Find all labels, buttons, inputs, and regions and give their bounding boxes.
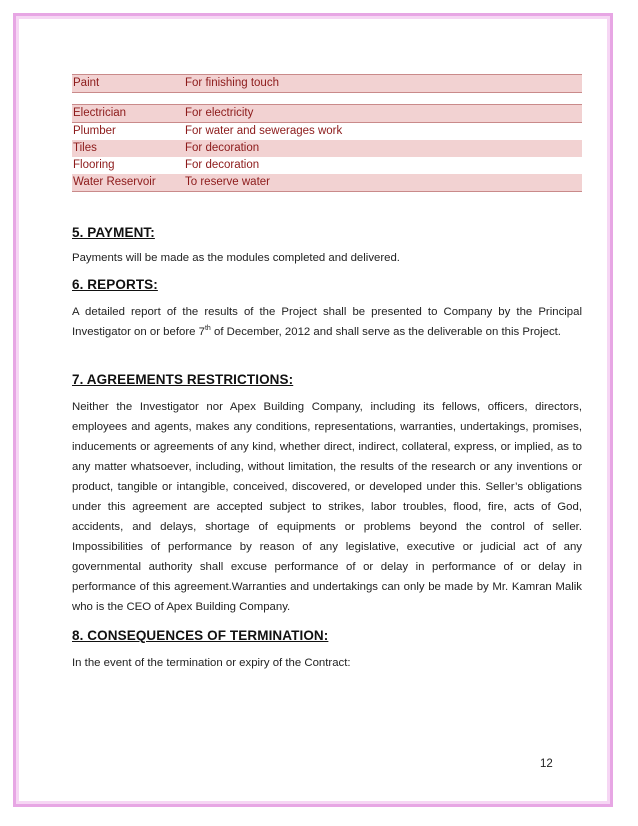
table-cell-purpose: For finishing touch bbox=[184, 75, 582, 93]
section-heading-payment: 5. PAYMENT: bbox=[72, 225, 155, 240]
table-cell-item: Tiles bbox=[72, 140, 184, 157]
table-row bbox=[72, 157, 582, 174]
table-row bbox=[72, 123, 582, 141]
table-cell-purpose: For decoration bbox=[184, 140, 582, 157]
table-row bbox=[72, 174, 582, 192]
reports-text-start: A detailed report of the results of the Project shall be presented to Company by the Principal Investigator on or before 7 bbox=[72, 306, 582, 338]
page-number: 12 bbox=[540, 758, 553, 770]
termination-text: In the event of the termination or expiry of the Contract: bbox=[72, 657, 351, 669]
section-heading-agreements: 7. AGREEMENTS RESTRICTIONS: bbox=[72, 372, 294, 387]
document-content bbox=[72, 74, 582, 673]
table-row bbox=[72, 75, 582, 93]
table-cell-purpose: For water and sewerages work bbox=[185, 125, 343, 137]
table-cell-item: Water Reservoir bbox=[72, 174, 184, 192]
payment-text: Payments will be made as the modules completed and delivered. bbox=[72, 252, 400, 264]
table-row bbox=[72, 105, 582, 123]
table-cell-purpose: To reserve water bbox=[184, 174, 582, 192]
section-heading-reports: 6. REPORTS: bbox=[72, 277, 158, 292]
table-cell-item: Flooring bbox=[73, 159, 115, 171]
table-cell-item: Electrician bbox=[72, 105, 184, 123]
table-cell-purpose: For electricity bbox=[184, 105, 582, 123]
table-gap-row bbox=[72, 93, 582, 105]
table-row bbox=[72, 140, 582, 157]
table-cell-item: Paint bbox=[72, 75, 184, 93]
section-heading-termination: 8. CONSEQUENCES OF TERMINATION: bbox=[72, 628, 329, 643]
table-cell-purpose: For decoration bbox=[185, 159, 260, 171]
reports-text bbox=[72, 302, 582, 342]
resources-table bbox=[72, 74, 582, 192]
reports-text-superscript: th bbox=[204, 325, 211, 333]
agreements-text: Neither the Investigator nor Apex Building Company, including its fellows, officers, directors, employees and agents, makes any conditions, representations, warranties, undertakings, promises, inducements or agreements of any kind, whether direct, indirect, collateral, express, or implied, as to any matter whatsoever, including, without limitation, the results of the research or any inventions or product, tangible or intangible, conceived, discovered, or developed under this. Seller’s obligations under this agreement are accepted subject to strikes, labor troubles, flood, fire, acts of God, accidents, and delays, shortage of equipments or problems beyond the control of seller. Impossibilities of performance by reason of any legislative, executive or judicial act of any governmental authority shall excuse performance of or delay in performance of or delay in performance of this agreement.Warranties and undertakings can only be made by Mr. Kamran Malik who is the CEO of Apex Building Company. bbox=[72, 401, 582, 613]
reports-text-end: of December, 2012 and shall serve as the deliverable on this Project. bbox=[210, 326, 561, 338]
table-cell-item: Plumber bbox=[73, 125, 116, 137]
